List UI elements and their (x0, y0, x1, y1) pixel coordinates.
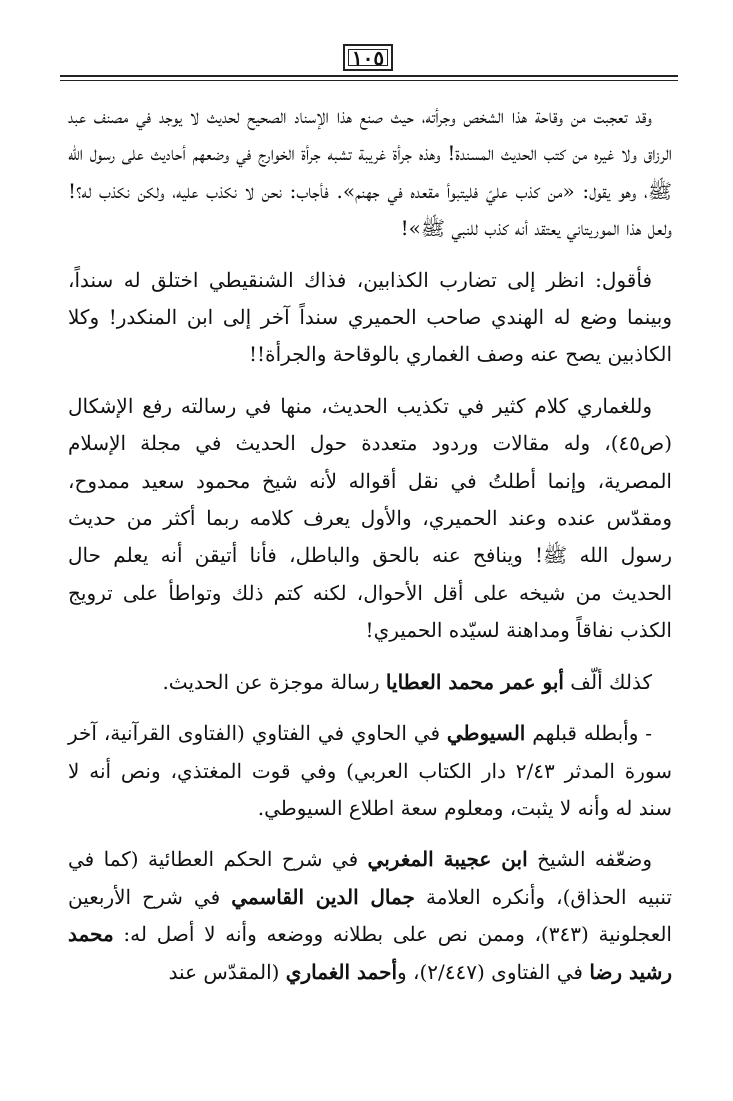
author-name: أبو عمر محمد العطايا (385, 669, 564, 694)
paragraph-gap (68, 827, 672, 841)
author-name: أحمد الغماري (285, 959, 398, 984)
paragraph-gap (68, 248, 672, 262)
paragraph-6: وضعّفه الشيخ ابن عجيبة المغربي في شرح الحكم العطائية (كما في تنبيه الحذاق)، وأنكره العلامة جمال الدين القاسمي في شرح الأربعين العجلونية (٣٤٣)، وممن نص على بطلانه ووضعه وأنه لا أصل له: محمد رشيد رضا في الفتاوى (٢/٤٤٧)، وأحمد الغماري (المقدّس عند (68, 847, 672, 984)
page-body (68, 98, 672, 991)
author-name: محمد رشيد رضا (68, 922, 672, 984)
author-name: ابن عجيبة المغربي (367, 847, 528, 872)
paragraph-gap (68, 650, 672, 664)
paragraph-4: كذلك ألّف أبو عمر محمد العطايا رسالة موجزة عن الحديث. (162, 669, 652, 694)
paragraph-gap (68, 701, 672, 715)
paragraph-1: وقد تعجبت من وقاحة هذا الشخص وجرأته، حيث صنع هذا الإسناد الصحيح لحديث لا يوجد في مصنف عبد الرزاق ولا غيره من كتب الحديث المسندة! وهذه جرأة غريبة تشبه جرأة الخوارج في وضعهم أحاديث على رسول الله ﷺ، وهو يقول: «من كذب عليّ فليتبوأ مقعده في جهنم». فأجاب: نحن لا نكذب عليه، ولكن نكذب له؟! ولعل هذا الموريتاني يعتقد أنه كذب للنبي ﷺ»! (68, 104, 672, 241)
paragraph-5: - وأبطله قبلهم السيوطي في الحاوي في الفتاوي (الفتاوى القرآنية، آخر سورة المدثر ٢/٤٣ دار الكتاب العربي) وفي قوت المغتذي، ونص أنه لا سند له وأنه لا يثبت، ومعلوم سعة اطلاع السيوطي. (68, 721, 672, 820)
page-number: ١٠٥ (343, 44, 393, 71)
header-rule-thick (60, 75, 678, 77)
paragraph-2: فأقول: انظر إلى تضارب الكذابين، فذاك الشنقيطي اختلق له سنداً، وبينما وضع له الهندي صاحب الحميري سنداً آخر إلى ابن المنكدر! وكلا الكاذبين يصح عنه وصف الغماري بالوقاحة والجرأة!! (68, 267, 672, 367)
paragraph-3: وللغماري كلام كثير في تكذيب الحديث، منها في رسالته رفع الإشكال (ص٤٥)، وله مقالات وردود متعددة حول الحديث في مجلة الإسلام المصرية، وإنما أطلتُ في نقل أقواله لأنه شيخ محمود سعيد ممدوح، ومقدّس عنده وعند الحميري، والأول يعرف كلامه ربما أكثر من حديث رسول الله ﷺ! وينافح عنه بالحق والباطل، فأنا أتيقن أنه يعلم حال الحديث من شيخه على أقل الأحوال، لكنه كتم ذلك وتواطأ على ترويج الكذب نفاقاً ومداهنة لسيّده الحميري! (68, 393, 673, 643)
author-name: السيوطي (446, 721, 526, 746)
author-name: جمال الدين القاسمي (231, 884, 415, 909)
header-rule-thin (60, 80, 678, 81)
paragraph-gap (68, 374, 672, 388)
